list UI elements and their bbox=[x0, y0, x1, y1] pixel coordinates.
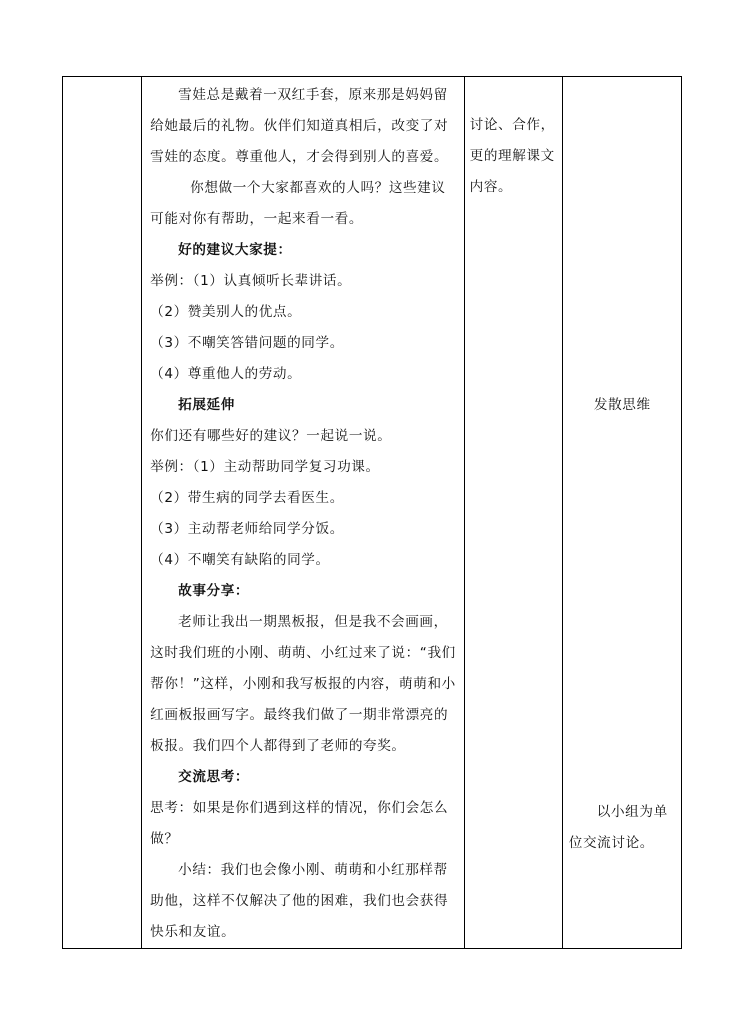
design-note-line: 以小组为单 bbox=[596, 804, 668, 820]
lesson-plan-table bbox=[62, 76, 682, 949]
student-activity-text: 讨论、合作，更的理解课文内容。 bbox=[469, 117, 555, 195]
section-heading: 故事分享： bbox=[178, 583, 250, 599]
intro-paragraph: 雪娃总是戴着一双红手套，原来那是妈妈留给她最后的礼物。伙伴们知道真相后，改变了对雪娃的态度。尊重他人，才会得到别人的喜爱。 bbox=[150, 87, 449, 165]
empty-cell bbox=[63, 77, 142, 949]
list-item: 举例：（1）主动帮助同学复习功课。 bbox=[150, 459, 380, 475]
list-item: （4）不嘲笑有缺陷的同学。 bbox=[150, 552, 330, 568]
design-note bbox=[569, 797, 679, 859]
design-note: 发散思维 bbox=[593, 397, 651, 413]
story-paragraph: 老师让我出一期黑板报，但是我不会画画，这时我们班的小刚、萌萌、小红过来了说：“我们帮你！”这样，小刚和我写板报的内容，萌萌和小红画板报画写字。最终我们做了一期非常漂亮的板报。我们四个人都得到了老师的夸奖。 bbox=[150, 614, 456, 754]
design-intent-cell bbox=[562, 77, 681, 949]
student-activity-cell bbox=[464, 77, 562, 949]
list-item: （2）带生病的同学去看医生。 bbox=[150, 490, 344, 506]
section-heading: 交流思考： bbox=[178, 769, 250, 785]
summary-paragraph: 小结：我们也会像小刚、萌萌和小红那样帮助他，这样不仅解决了他的困难，我们也会获得快乐和友谊。 bbox=[150, 862, 449, 940]
list-item: （4）尊重他人的劳动。 bbox=[150, 366, 302, 382]
think-paragraph: 思考：如果是你们遇到这样的情况，你们会怎么做？ bbox=[150, 800, 449, 847]
list-item: （3）主动帮老师给同学分饭。 bbox=[150, 521, 344, 537]
section-heading: 拓展延伸 bbox=[178, 397, 235, 413]
table-row bbox=[63, 77, 682, 949]
list-item: 举例：（1）认真倾听长辈讲话。 bbox=[150, 273, 352, 289]
intro-paragraph: 你想做一个大家都喜欢的人吗？这些建议可能对你有帮助，一起来看一看。 bbox=[150, 180, 446, 227]
teaching-content bbox=[142, 77, 464, 948]
section-question: 你们还有哪些好的建议？一起说一说。 bbox=[150, 428, 392, 444]
list-item: （2）赞美别人的优点。 bbox=[150, 304, 302, 320]
teaching-content-cell bbox=[142, 77, 465, 949]
design-note-line: 位交流讨论。 bbox=[568, 835, 654, 851]
list-item: （3）不嘲笑答错问题的同学。 bbox=[150, 335, 344, 351]
section-heading: 好的建议大家提： bbox=[178, 242, 292, 258]
